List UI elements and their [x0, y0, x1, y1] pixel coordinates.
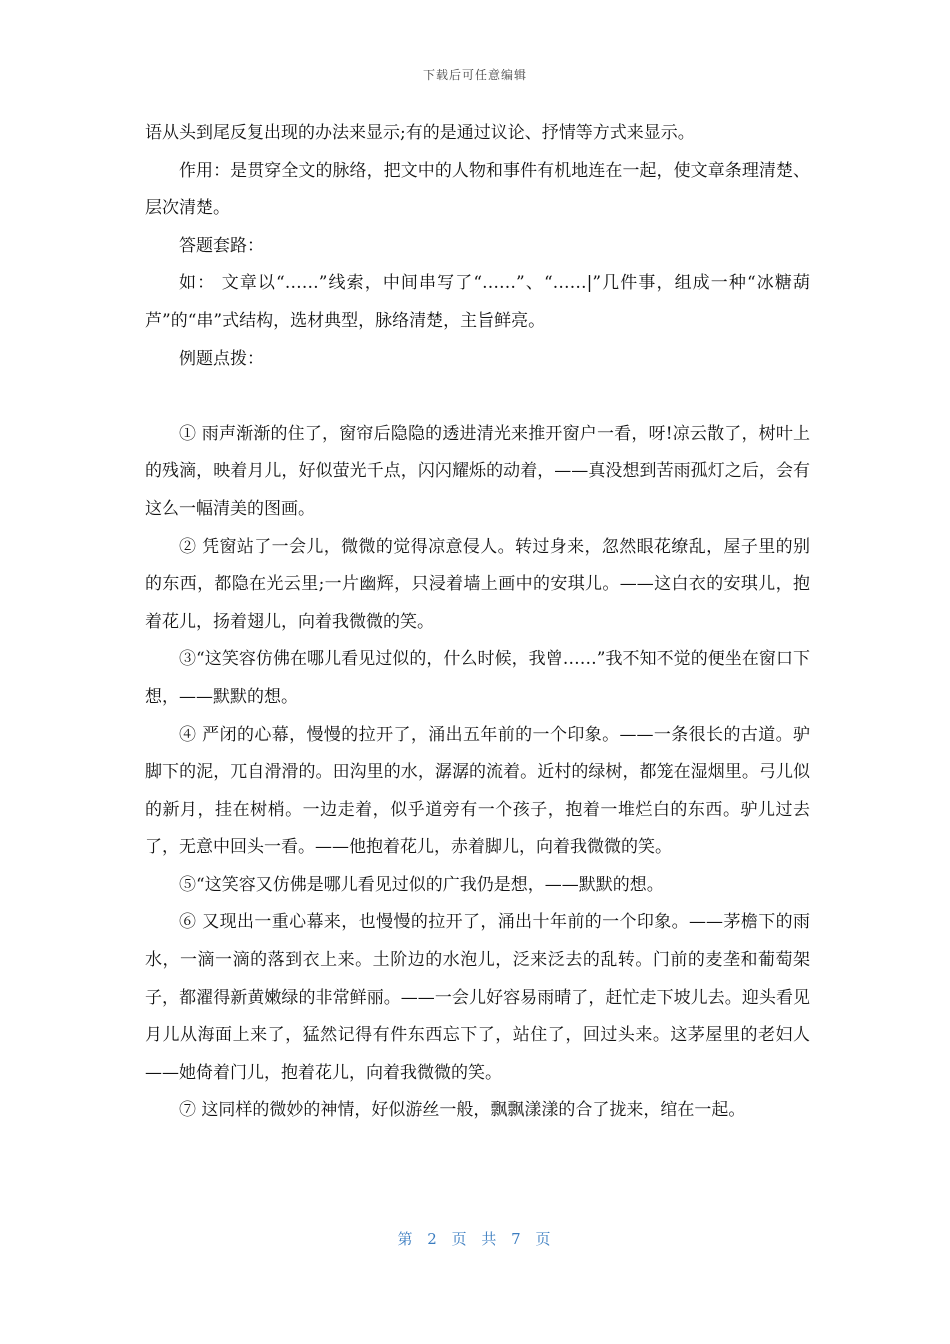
paragraph-excerpt-1: ① 雨声渐渐的住了，窗帘后隐隐的透进清光来推开窗户一看，呀!凉云散了，树叶上的残滴，映着月儿，好似萤光千点，闪闪耀烁的动着，——真没想到苦雨孤灯之后，会有这么一幅清美的图画。 [145, 423, 810, 519]
paragraph-function: 作用：是贯穿全文的脉络，把文中的人物和事件有机地连在一起，使文章条理清楚、层次清楚。 [145, 160, 810, 219]
paragraph-excerpt-7: ⑦ 这同样的微妙的神情，好似游丝一般，飘飘漾漾的合了拢来，绾在一起。 [179, 1100, 746, 1121]
page-header: 下载后可任意编辑 [422, 68, 527, 82]
page-number: 第 2 页 共 7 页 [397, 1230, 553, 1248]
paragraph-example-heading: 例题点拨： [179, 348, 264, 369]
paragraph-answer-example: 如： 文章以“……”线索，中间串写了“……”、“……|”几件事，组成一种“冰糖葫芦”的“串”式结构，选材典型，脉络清楚，主旨鲜亮。 [145, 273, 810, 331]
paragraph-excerpt-2: ② 凭窗站了一会儿，微微的觉得凉意侵人。转过身来，忽然眼花缭乱，屋子里的别的东西，都隐在光云里;一片幽辉，只浸着墙上画中的安琪儿。——这白衣的安琪儿，抱着花儿，扬着翅儿，向着我微微的笑。 [145, 536, 810, 632]
blank-line [145, 378, 810, 416]
paragraph-continuation: 语从头到尾反复出现的办法来显示;有的是通过议论、抒情等方式来显示。 [145, 123, 695, 143]
paragraph-excerpt-5: ⑤“这笑容又仿佛是哪儿看见过似的广我仍是想，——默默的想。 [179, 874, 664, 895]
paragraph-excerpt-3: ③“这笑容仿佛在哪儿看见过似的，什么时候，我曾……”我不知不觉的便坐在窗口下想，——默默的想。 [145, 649, 810, 707]
paragraph-excerpt-4: ④ 严闭的心幕，慢慢的拉开了，涌出五年前的一个印象。——一条很长的古道。驴脚下的泥，兀自滑滑的。田沟里的水，潺潺的流着。近村的绿树，都笼在湿烟里。弓儿似的新月，挂在树梢。一边走着，似乎道旁有一个孩子，抱着一堆烂白的东西。驴儿过去了，无意中回头一看。——他抱着花儿，赤着脚儿，向着我微微的笑。 [145, 724, 810, 858]
paragraph-excerpt-6: ⑥ 又现出一重心幕来，也慢慢的拉开了，涌出十年前的一个印象。——茅檐下的雨水，一滴一滴的落到衣上来。土阶边的水泡儿，泛来泛去的乱转。门前的麦垄和葡萄架子，都濯得新黄嫩绿的非常鲜丽。——一会儿好容易雨晴了，赶忙走下坡儿去。迎头看见月儿从海面上来了，猛然记得有件东西忘下了，站住了，回过头来。这茅屋里的老妇人——她倚着门儿，抱着花儿，向着我微微的笑。 [145, 912, 810, 1083]
document-body [145, 115, 810, 1130]
paragraph-answer-heading: 答题套路： [179, 235, 264, 256]
